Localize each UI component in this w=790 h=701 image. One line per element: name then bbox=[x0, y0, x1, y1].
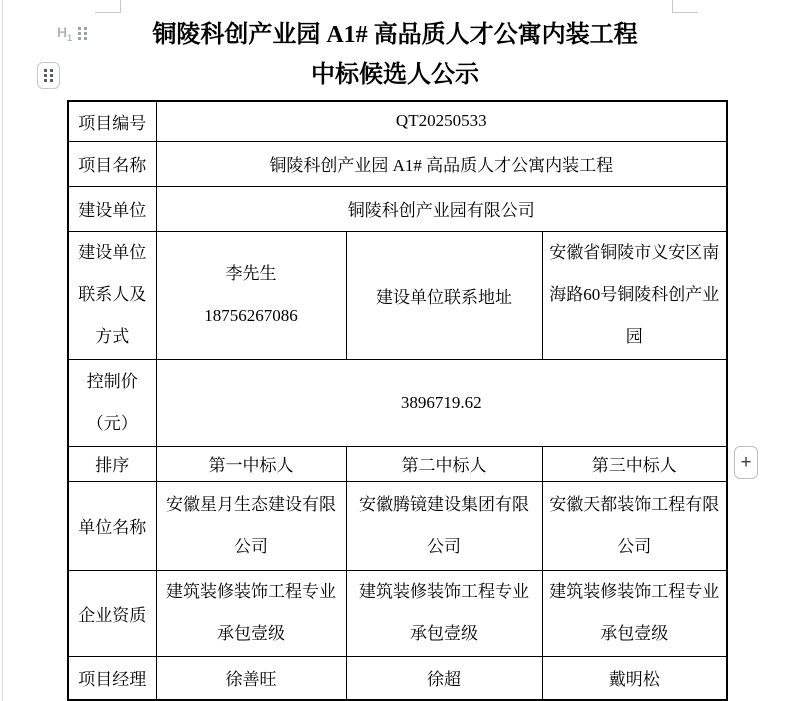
cell-text: 建设单位联系人及方式 bbox=[78, 243, 147, 346]
owner-value-cell[interactable] bbox=[156, 186, 727, 231]
bid-announcement-table bbox=[67, 100, 728, 701]
cell-text: 徐善旺 bbox=[225, 670, 277, 690]
cell-text: 安徽腾镜建设集团有限公司 bbox=[359, 494, 529, 556]
manager-second-cell[interactable] bbox=[346, 656, 542, 700]
rank-second-cell[interactable] bbox=[346, 446, 542, 481]
table-row-rank bbox=[68, 446, 727, 481]
window-left-border bbox=[2, 0, 3, 701]
company-third-cell[interactable] bbox=[542, 481, 727, 570]
cell-text: QT20250533 bbox=[395, 111, 487, 131]
heading-level-indicator: $H_1$ bbox=[57, 24, 73, 43]
manager-label-cell[interactable] bbox=[68, 656, 156, 700]
table-row-project-no bbox=[68, 101, 727, 141]
cell-text: 建筑装修装饰工程专业承包壹级 bbox=[166, 582, 336, 643]
contact-label-cell[interactable] bbox=[68, 231, 156, 359]
table-row-project-name bbox=[68, 141, 727, 186]
rank-label-cell[interactable] bbox=[68, 446, 156, 481]
control-price-label-cell[interactable] bbox=[68, 359, 156, 446]
cell-text: 企业资质 bbox=[78, 605, 147, 625]
cell-text: 徐超 bbox=[427, 670, 461, 690]
cell-text: 铜陵科创产业园有限公司 bbox=[347, 201, 535, 220]
project-name-value-cell[interactable] bbox=[156, 141, 727, 186]
company-label-cell[interactable] bbox=[68, 481, 156, 570]
contact-phone: 18756267086 bbox=[204, 306, 298, 325]
table-row-manager bbox=[68, 656, 727, 700]
cell-text: 第三中标人 bbox=[591, 456, 677, 475]
qualification-label-cell[interactable] bbox=[68, 570, 156, 656]
table-row-owner bbox=[68, 186, 727, 231]
cell-text: 控制价 bbox=[86, 371, 138, 391]
cell-text: 建筑装修装饰工程专业承包壹级 bbox=[549, 582, 720, 643]
cell-text: 第二中标人 bbox=[401, 456, 487, 475]
qualification-first-cell[interactable] bbox=[156, 570, 346, 656]
qualification-second-cell[interactable] bbox=[346, 570, 542, 656]
manager-first-cell[interactable] bbox=[156, 656, 346, 700]
cell-text: 建筑装修装饰工程专业承包壹级 bbox=[359, 582, 529, 643]
cell-text: 建设单位 bbox=[78, 201, 147, 220]
cell-text: 第一中标人 bbox=[208, 456, 294, 475]
table-row-qualification bbox=[68, 570, 727, 656]
project-name-label-cell[interactable] bbox=[68, 141, 156, 186]
clipped-toolbar-corner-left bbox=[95, 0, 121, 13]
project-no-label-cell[interactable] bbox=[68, 101, 156, 141]
cell-text: 戴明松 bbox=[608, 670, 660, 690]
project-no-value-cell[interactable] bbox=[156, 101, 727, 141]
cell-text: 铜陵科创产业园 A1# 高品质人才公寓内装工程 bbox=[269, 156, 614, 175]
company-first-cell[interactable] bbox=[156, 481, 346, 570]
cell-text: 排序 bbox=[95, 456, 130, 475]
cell-text: 安徽省铜陵市义安区南海路60号铜陵科创产业园 bbox=[549, 243, 720, 346]
cell-text: 安徽天都装饰工程有限公司 bbox=[549, 494, 720, 556]
table-row-control-price bbox=[68, 359, 727, 446]
cell-text: 安徽星月生态建设有限公司 bbox=[166, 494, 336, 556]
table-row-contact bbox=[68, 231, 727, 359]
qualification-third-cell[interactable] bbox=[542, 570, 727, 656]
control-price-value-cell[interactable] bbox=[156, 359, 727, 446]
cell-text: 项目名称 bbox=[78, 156, 147, 175]
document-title-line-2: 中标候选人公示 bbox=[311, 62, 479, 88]
owner-label-cell[interactable] bbox=[68, 186, 156, 231]
document-title-line-1: 铜陵科创产业园 A1# 高品质人才公寓内装工程 bbox=[152, 22, 638, 48]
table-row-company bbox=[68, 481, 727, 570]
rank-first-cell[interactable] bbox=[156, 446, 346, 481]
manager-third-cell[interactable] bbox=[542, 656, 727, 700]
plus-icon: + bbox=[740, 451, 752, 473]
cell-text: 项目编号 bbox=[78, 113, 147, 133]
contact-addr-label-cell[interactable] bbox=[346, 231, 542, 359]
cell-text: 3896719.62 bbox=[400, 392, 482, 412]
rank-third-cell[interactable] bbox=[542, 446, 727, 481]
cell-text: 项目经理 bbox=[78, 670, 147, 690]
table-add-button[interactable] bbox=[734, 446, 758, 479]
contact-name: 李先生 bbox=[225, 264, 277, 283]
cell-text: 建设单位联系地址 bbox=[376, 287, 512, 307]
document-title bbox=[0, 15, 790, 95]
cell-text: 单位名称 bbox=[78, 518, 147, 537]
company-second-cell[interactable] bbox=[346, 481, 542, 570]
cell-text: （元） bbox=[86, 413, 138, 433]
contact-addr-cell[interactable] bbox=[542, 231, 727, 359]
contact-person-cell[interactable] bbox=[156, 231, 346, 359]
clipped-toolbar-corner-right bbox=[672, 0, 698, 13]
